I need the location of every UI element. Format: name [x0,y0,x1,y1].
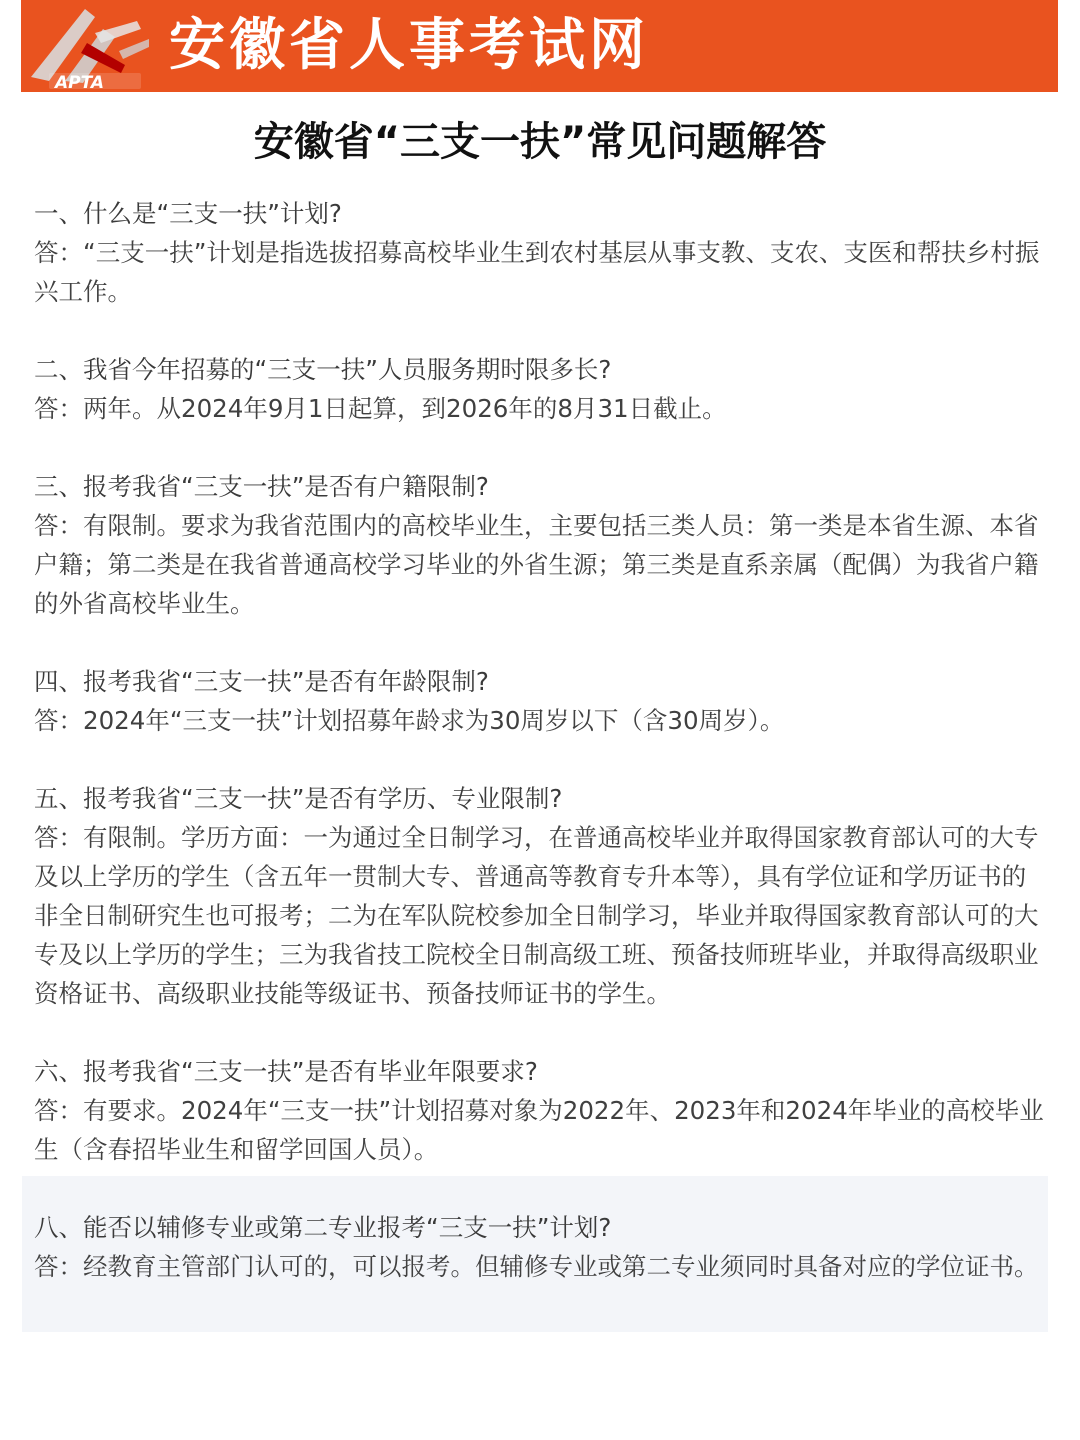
faq-answer: 答：有要求。2024年“三支一扶”计划招募对象为2022年、2023年和2024年毕业的高校毕业生（含春招毕业生和留学回国人员）。 [34,1096,1044,1164]
faq-question: 五、报考我省“三支一扶”是否有学历、专业限制? [34,784,563,813]
faq-question: 二、我省今年招募的“三支一扶”人员服务期时限多长? [34,355,612,384]
faq-answer: 答：有限制。要求为我省范围内的高校毕业生，主要包括三类人员：第一类是本省生源、本省户籍；第二类是在我省普通高校学习毕业的外省生源；第三类是直系亲属（配偶）为我省户籍的外省高校毕业生。 [34,511,1039,618]
faq-answer: 答：经教育主管部门认可的，可以报考。但辅修专业或第二专业须同时具备对应的学位证书。 [34,1252,1039,1281]
faq-list [34,194,1050,1325]
faq-answer: 答：两年。从2024年9月1日起算，到2026年的8月31日截止。 [34,394,727,423]
faq-item [34,1052,1050,1169]
apta-logo-icon [25,3,153,91]
faq-question: 三、报考我省“三支一扶”是否有户籍限制? [34,472,489,501]
faq-question: 八、能否以辅修专业或第二专业报考“三支一扶”计划? [34,1213,612,1242]
faq-item [34,194,1050,311]
faq-item [34,779,1050,1013]
site-header-banner [21,0,1058,92]
faq-item [34,1208,1050,1286]
faq-question: 四、报考我省“三支一扶”是否有年龄限制? [34,667,489,696]
faq-answer: 答：2024年“三支一扶”计划招募年龄求为30周岁以下（含30周岁）。 [34,706,785,735]
faq-question: 六、报考我省“三支一扶”是否有毕业年限要求? [34,1057,538,1086]
faq-item [34,662,1050,740]
site-name: 安徽省人事考试网 [169,13,649,78]
faq-answer: 答：“三支一扶”计划是指选拔招募高校毕业生到农村基层从事支教、支农、支医和帮扶乡村振兴工作。 [34,238,1040,306]
faq-item [34,467,1050,623]
faq-answer: 答：有限制。学历方面：一为通过全日制学习，在普通高校毕业并取得国家教育部认可的大专及以上学历的学生（含五年一贯制大专、普通高等教育专升本等），具有学位证和学历证书的非全日制研究生也可报考；二为在军队院校参加全日制学习，毕业并取得国家教育部认可的大专及以上学历的学生；三为我省技工院校全日制高级工班、预备技师班毕业，并取得高级职业资格证书、高级职业技能等级证书、预备技师证书的学生。 [34,823,1039,1008]
faq-question: 一、什么是“三支一扶”计划? [34,199,342,228]
svg-text:APTA: APTA [55,73,105,91]
page-title: 安徽省“三支一扶”常见问题解答 [253,119,827,165]
apta-logo [25,3,153,91]
faq-item [34,350,1050,428]
